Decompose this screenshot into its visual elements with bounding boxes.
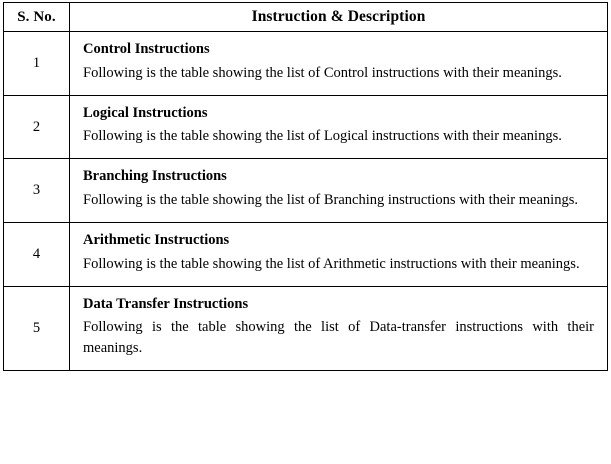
row-title: Control Instructions [83,41,210,57]
table-row [4,159,608,223]
row-number: 1 [4,32,70,96]
row-title: Data Transfer Instructions [83,295,249,312]
row-description: Following is the table showing the list of Logical instructions with their meanings. [83,128,562,145]
row-content [70,159,608,223]
row-description: Following is the table showing the list of Data-transfer instructions with their meanings. [83,319,594,357]
table-row [4,286,608,371]
instructions-table [3,2,608,371]
row-content [70,32,608,96]
row-number: 2 [4,95,70,159]
row-description: Following is the table showing the list of Branching instructions with their meanings. [83,192,578,209]
table-header-row [4,3,608,32]
row-title: Branching Instructions [83,168,227,185]
row-description: Following is the table showing the list of Control instructions with their meanings. [83,64,562,81]
row-title: Logical Instructions [83,104,208,121]
column-header-sno: S. No. [4,3,70,32]
table-row [4,32,608,96]
table-row [4,95,608,159]
row-content [70,223,608,287]
column-header-description: Instruction & Description [70,3,608,32]
table-row [4,223,608,287]
row-title: Arithmetic Instructions [83,232,230,249]
row-number: 5 [4,286,70,371]
table-header [4,3,608,32]
row-number: 3 [4,159,70,223]
row-content [70,286,608,371]
table-body [4,32,608,371]
row-content [70,95,608,159]
row-number: 4 [4,223,70,287]
row-description: Following is the table showing the list of Arithmetic instructions with their meanings. [83,255,580,272]
